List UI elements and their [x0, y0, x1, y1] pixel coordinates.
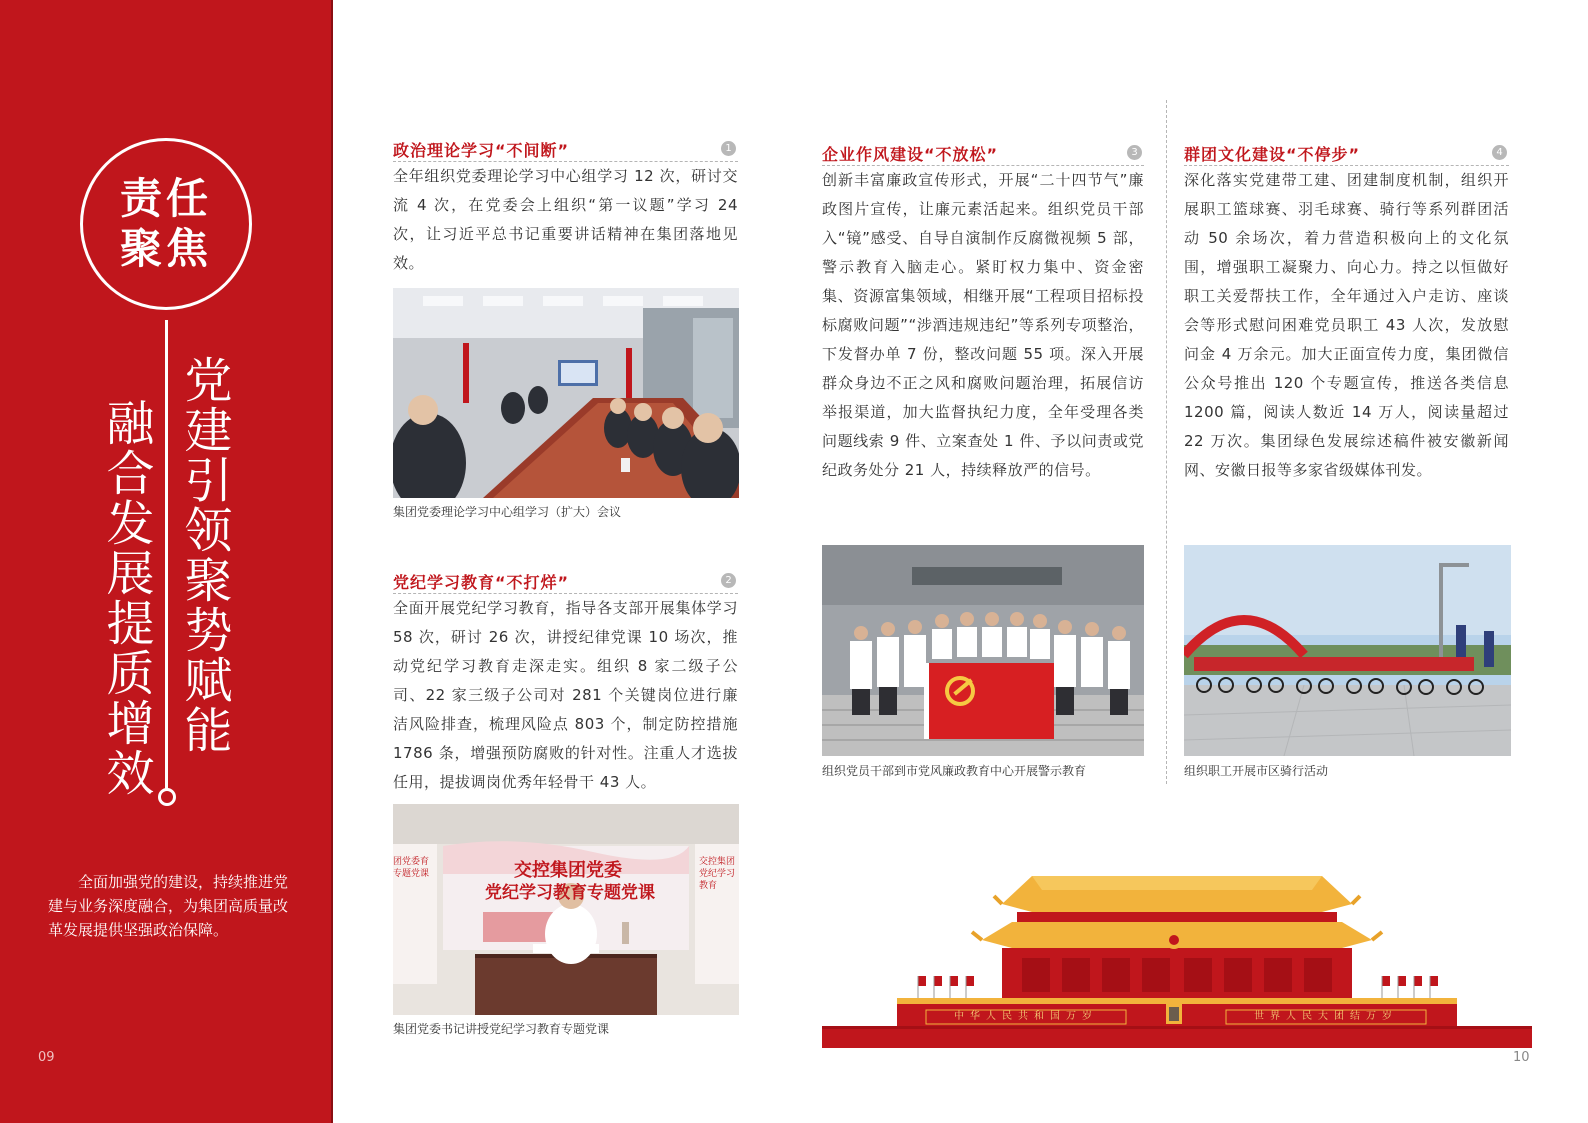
- meeting-room-illustration: [393, 288, 739, 498]
- section-2-header: [393, 570, 738, 594]
- column-divider: [1166, 100, 1167, 784]
- section-4-title: 群团文化建设“不停步”: [1184, 145, 1361, 164]
- vertical-title-sub: 融合发展提质增效: [98, 398, 154, 798]
- page-number-right: 10: [1513, 1050, 1530, 1065]
- section-2-number: 2: [721, 573, 736, 588]
- cycling-illustration: [1184, 545, 1511, 756]
- section-3-title: 企业作风建设“不放松”: [822, 145, 999, 164]
- left-red-panel: [0, 0, 333, 1123]
- section-2-title: 党纪学习教育“不打烊”: [393, 573, 570, 592]
- section-1-title: 政治理论学习“不间断”: [393, 141, 570, 160]
- caption-photo-2: 集团党委书记讲授党纪学习教育专题党课: [393, 1022, 610, 1036]
- vertical-title-main: 党建引领聚势赋能: [176, 355, 232, 755]
- photo-party-lecture: [393, 804, 739, 1015]
- left-description: 全面加强党的建设，持续推进党建与业务深度融合，为集团高质量改革发展提供坚强政治保障。: [48, 873, 289, 939]
- tiananmen-right-slogan: 世界人民大团结万岁: [1254, 1011, 1398, 1022]
- section-4-header: [1184, 142, 1509, 166]
- section-1-number: 1: [721, 141, 736, 156]
- section-4-text: 深化落实党建带工建、团建制度机制，组织开展职工篮球赛、羽毛球赛、骑行等系列群团活动 50 余场次，着力营造积极向上的文化氛围，增强职工凝聚力、向心力。持之以恒做好职工关爱帮扶工作，全年通过入户走访、座谈会等形式慰问困难党员职工 43 人次，发放慰问金 4 万余元。加大正面宣传力度，集团微信公众号推出 120 个专题宣传，推送各类信息 1200 篇，阅读人数近 14 万人，阅读量超过 22 万次。集团绿色发展综述稿件被安徽新闻网、安徽日报等多家省级媒体刊发。: [1184, 171, 1509, 479]
- photo-theory-meeting: [393, 288, 739, 498]
- photo-warning-education: [822, 545, 1144, 756]
- lecture-side-text-left: 团党委育专题党课: [393, 857, 430, 879]
- badge-line-1: 责任: [119, 174, 212, 223]
- section-3-text: 创新丰富廉政宣传形式，开展“二十四节气”廉政图片宣传，让廉元素活起来。组织党员干部入“镜”感受、自导自演制作反腐微视频 5 部，警示教育入脑走心。紧盯权力集中、资金密集、资源富集领域，相继开展“工程项目招标投标腐败问题”“涉酒违规违纪”等系列专项整治，下发督办单 7 份，整改问题 55 项。深入开展群众身边不正之风和腐败问题治理，拓展信访举报渠道，加大监督执纪力度，全年受理各类问题线索 9 件、立案查处 1 件、予以问责或党纪政务处分 21 人，持续释放严的信号。: [822, 171, 1144, 479]
- lecture-side-text-right: 交控集团党纪学习教育: [699, 857, 736, 891]
- section-4-number: 4: [1492, 145, 1507, 160]
- lecture-banner-line-1: 交控集团党委: [514, 860, 622, 881]
- caption-photo-4: 组织职工开展市区骑行活动: [1184, 764, 1329, 778]
- lecture-hall-illustration: [393, 804, 739, 1015]
- group-photo-illustration: [822, 545, 1144, 756]
- caption-photo-3: 组织党员干部到市党风廉政教育中心开展警示教育: [822, 764, 1087, 778]
- connector-end-dot: [158, 788, 176, 806]
- badge-connector-line: [165, 320, 168, 790]
- title-badge: [80, 138, 252, 310]
- section-1-header: [393, 138, 738, 162]
- section-2-text: 全面开展党纪学习教育，指导各支部开展集体学习 58 次，研讨 26 次，讲授纪律党课 10 场次，推动党纪学习教育走深走实。组织 8 家二级子公司、22 家三级子公司对 281 个关键岗位进行廉洁风险排查，梳理风险点 803 个，制定防控措施 1786 条，增强预防腐败的针对性。注重人才选拔任用，提拔调岗优秀年轻骨干 43 人。: [393, 599, 738, 791]
- badge-line-2: 聚焦: [119, 224, 212, 273]
- tiananmen-illustration: [822, 868, 1532, 1048]
- page-number-left: 09: [38, 1050, 55, 1065]
- tiananmen-left-slogan: 中华人民共和国万岁: [954, 1011, 1098, 1022]
- photo-cycling-event: [1184, 545, 1511, 756]
- caption-photo-1: 集团党委理论学习中心组学习（扩大）会议: [393, 505, 622, 519]
- lecture-banner-line-2: 党纪学习教育专题党课: [485, 883, 655, 903]
- section-1-text: 全年组织党委理论学习中心组学习 12 次，研讨交流 4 次，在党委会上组织“第一议题”学习 24 次，让习近平总书记重要讲话精神在集团落地见效。: [393, 167, 738, 272]
- section-3-header: [822, 142, 1144, 166]
- section-3-number: 3: [1127, 145, 1142, 160]
